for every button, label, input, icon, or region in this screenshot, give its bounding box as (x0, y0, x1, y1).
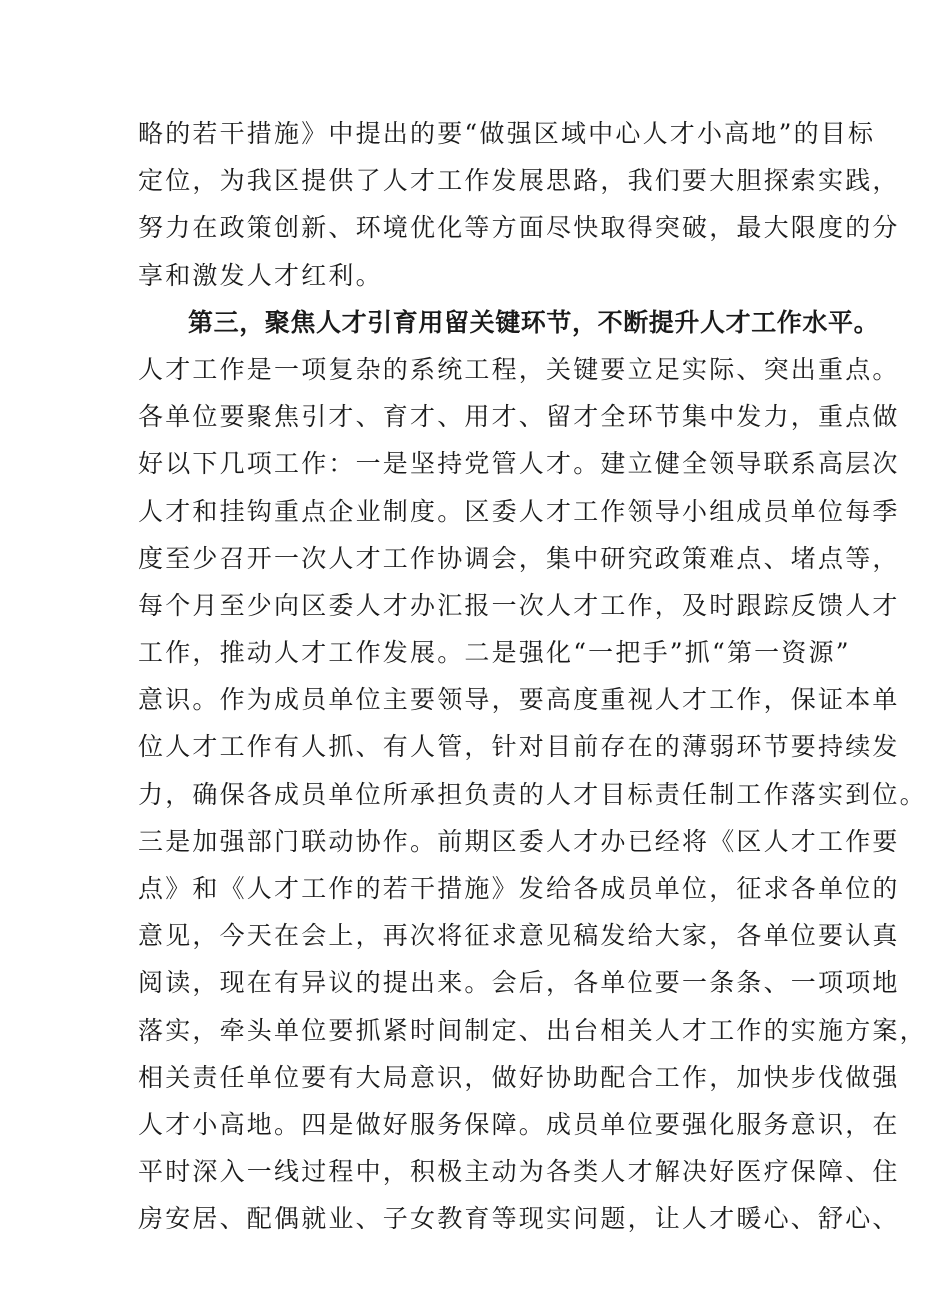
text-line-21: 相关责任单位要有大局意识，做好协助配合工作，加快步伐做强 (138, 1062, 900, 1092)
text-line-2: 定位，为我区提供了人才工作发展思路，我们要大胆探索实践， (138, 166, 900, 196)
text-line-3: 努力在政策创新、环境优化等方面尽快取得突破，最大限度的分 (138, 213, 900, 243)
text-line-13: 意识。作为成员单位主要领导，要高度重视人才工作，保证本单 (138, 685, 900, 715)
text-line-18: 意见，今天在会上，再次将征求意见稿发给大家，各单位要认真 (138, 921, 900, 951)
text-line-4: 享和激发人才红利。 (138, 260, 383, 290)
text-line-6: 人才工作是一项复杂的系统工程，关键要立足实际、突出重点。 (138, 354, 900, 384)
text-line-11: 每个月至少向区委人才办汇报一次人才工作，及时跟踪反馈人才 (138, 590, 900, 620)
text-line-22: 人才小高地。四是做好服务保障。成员单位要强化服务意识，在 (138, 1109, 900, 1139)
text-line-23: 平时深入一线过程中，积极主动为各类人才解决好医疗保障、住 (138, 1157, 900, 1187)
text-line-1: 略的若干措施》中提出的要“做强区域中心人才小高地”的目标 (138, 119, 876, 148)
text-line-10: 度至少召开一次人才工作协调会，集中研究政策难点、堵点等， (138, 543, 900, 573)
section-heading: 第三，聚焦人才引育用留关键环节，不断提升人才工作水平。 (188, 307, 880, 337)
text-line-17: 点》和《人才工作的若干措施》发给各成员单位，征求各单位的 (138, 874, 900, 903)
text-line-9: 人才和挂钩重点企业制度。区委人才工作领导小组成员单位每季 (138, 496, 900, 526)
text-line-16: 三是加强部门联动协作。前期区委人才办已经将《区人才工作要 (138, 826, 900, 856)
text-line-15: 力，确保各成员单位所承担负责的人才目标责任制工作落实到位。 (138, 779, 927, 809)
text-line-7: 各单位要聚焦引才、育才、用才、留才全环节集中发力，重点做 (138, 402, 900, 432)
text-line-19: 阅读，现在有异议的提出来。会后，各单位要一条条、一项项地 (138, 968, 900, 998)
body-text (138, 110, 927, 1243)
text-line-24: 房安居、配偶就业、子女教育等现实问题，让人才暖心、舒心、 (138, 1204, 900, 1234)
text-line-12: 工作，推动人才工作发展。二是强化“一把手”抓“第一资源” (138, 638, 851, 668)
text-line-14: 位人才工作有人抓、有人管，针对目前存在的薄弱环节要持续发 (138, 732, 900, 762)
text-line-20: 落实，牵头单位要抓紧时间制定、出台相关人才工作的实施方案， (138, 1015, 927, 1045)
text-line-8: 好以下几项工作：一是坚持党管人才。建立健全领导联系高层次 (138, 449, 900, 479)
